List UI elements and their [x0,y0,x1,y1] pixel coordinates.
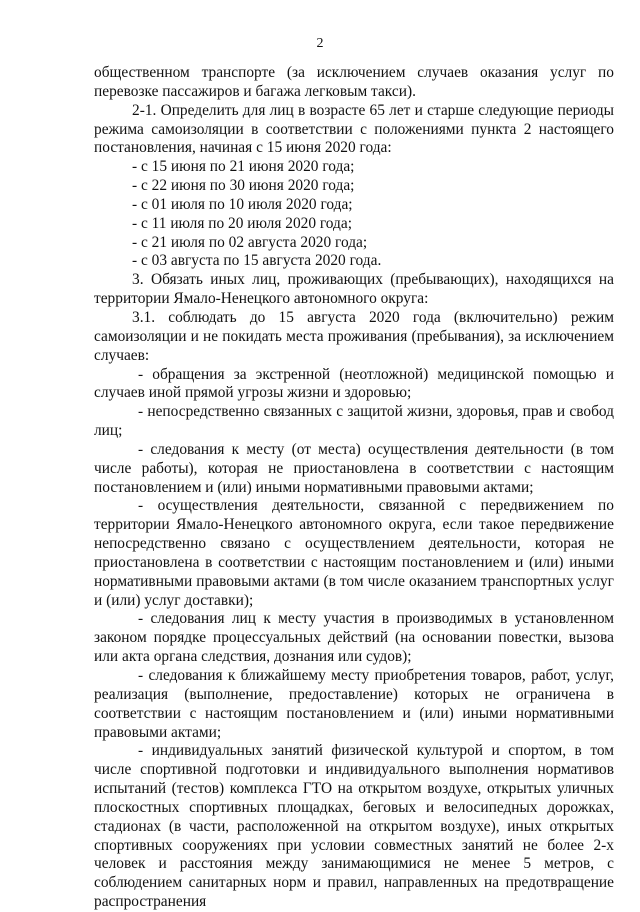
paragraph: - следования лиц к месту участия в производимых в установленном законом порядке процессуальных действий (на основании повестки, вызова или акта органа следствия, дознания или судов); [94,610,614,666]
paragraph: - осуществления деятельности, связанной с передвижением по территории Ямало-Ненецкого автономного округа, если такое передвижение непосредственно связано с осуществлением деятельности, которая не приостановлена в соответствии с настоящим постановлением и (или) иными нормативными правовыми актами (в том числе оказанием транспортных услуг и (или) услуг доставки); [94,497,614,609]
list-item: - с 21 июля по 02 августа 2020 года; [132,233,368,251]
list-item: - с 15 июня по 21 июня 2020 года; [132,158,355,176]
paragraph: 3. Обязать иных лиц, проживающих (пребывающих), находящихся на территории Ямало-Ненецкого автономного округа: [94,271,614,308]
paragraph: 2-1. Определить для лиц в возрасте 65 лет и старше следующие периоды режима самоизоляции в соответствии с положениями пункта 2 настоящего постановления, начиная с 15 июня 2020 года: [94,101,614,157]
paragraph: - обращения за экстренной (неотложной) медицинской помощью и случаев иной прямой угрозы жизни и здоровью; [94,365,614,402]
list-item: - с 01 июля по 10 июля 2020 года; [132,195,353,213]
paragraph: - следования к ближайшему месту приобретения товаров, работ, услуг, реализация (выполнение, предоставление) которых не ограничена в соответствии с настоящим постановлением и (или) иными нормативными правовыми актами; [94,667,614,741]
paragraph: - следования к месту (от места) осуществления деятельности (в том числе работы), которая не приостановлена в соответствии с настоящим постановлением и (или) иными нормативными правовыми актами; [94,440,614,496]
paragraph: 3.1. соблюдать до 15 августа 2020 года (включительно) режим самоизоляции и не покидать места проживания (пребывания), за исключением случаев: [94,308,614,364]
page-number: 2 [316,36,324,51]
list-item: - с 22 июня по 30 июня 2020 года; [132,177,355,195]
paragraph: - индивидуальных занятий физической культурой и спортом, в том числе спортивной подготовки и индивидуального выполнения нормативов испытаний (тестов) комплекса ГТО на открытом воздухе, открытых уличных плоскостных спортивных площадках, беговых и велосипедных дорожках, стадионах (в части, расположенной на открытом воздухе), иных открытых спортивных сооружениях при условии совместных занятий не более 2-х человек и расстояния между занимающимися не менее 5 метров, с соблюдением санитарных норм и правил, направленных на предотвращение распространения [94,742,614,911]
paragraph: общественном транспорте (за исключением случаев оказания услуг по перевозке пассажиров и багажа легковым такси). [94,64,614,100]
list-item: - с 11 июля по 20 июля 2020 года; [132,214,352,232]
paragraph: - непосредственно связанных с защитой жизни, здоровья, прав и свобод лиц; [94,403,614,440]
list-item: - с 03 августа по 15 августа 2020 года. [132,252,382,270]
document-body [94,64,614,912]
